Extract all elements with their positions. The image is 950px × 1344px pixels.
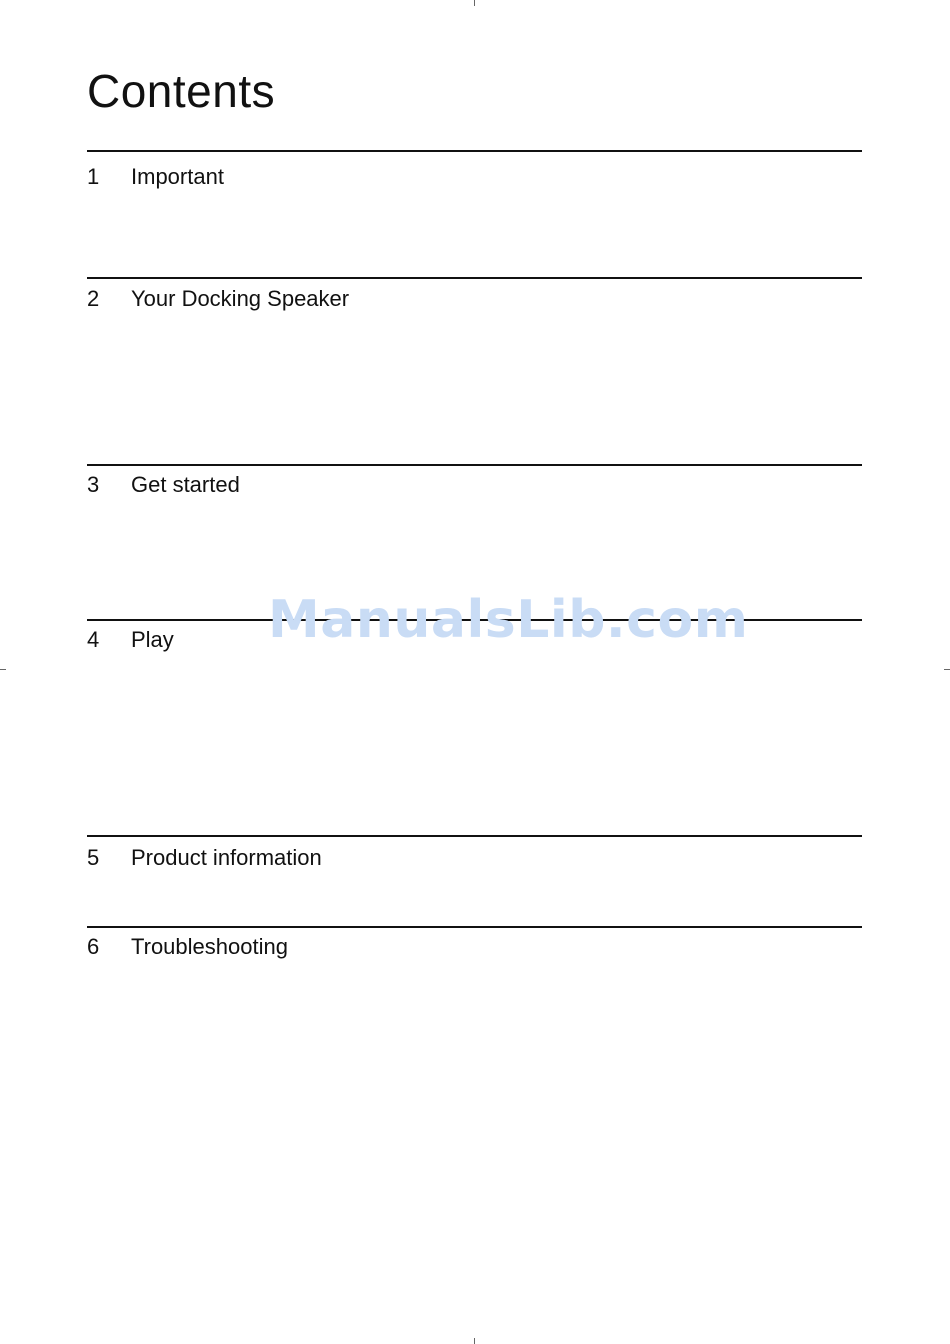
- section-number: 4: [87, 626, 100, 652]
- toc-entry-product-information[interactable]: [87, 835, 862, 870]
- section-title[interactable]: Your Docking Speaker: [131, 285, 350, 311]
- section-title[interactable]: Get started: [131, 471, 240, 497]
- section-number: 6: [87, 933, 100, 959]
- crop-mark-right: [944, 669, 950, 670]
- section-number: 3: [87, 471, 100, 497]
- watermark: ManualsLib.com: [268, 590, 749, 650]
- toc-entry-get-started[interactable]: [87, 464, 862, 496]
- toc-entry-important[interactable]: [87, 150, 862, 189]
- crop-mark-bottom: [474, 1338, 475, 1344]
- crop-mark-top: [474, 0, 475, 6]
- section-title[interactable]: Product information: [131, 844, 322, 870]
- toc-entry-your-docking-speaker[interactable]: [87, 277, 862, 309]
- page-title: Contents: [87, 65, 276, 117]
- section-title[interactable]: Troubleshooting: [131, 933, 288, 959]
- section-title[interactable]: Play: [131, 626, 174, 652]
- section-number: 1: [87, 164, 100, 189]
- section-number: 2: [87, 285, 100, 311]
- crop-mark-left: [0, 669, 6, 670]
- toc-entry-troubleshooting[interactable]: [87, 926, 862, 958]
- section-title[interactable]: Important: [131, 164, 224, 189]
- section-number: 5: [87, 844, 100, 870]
